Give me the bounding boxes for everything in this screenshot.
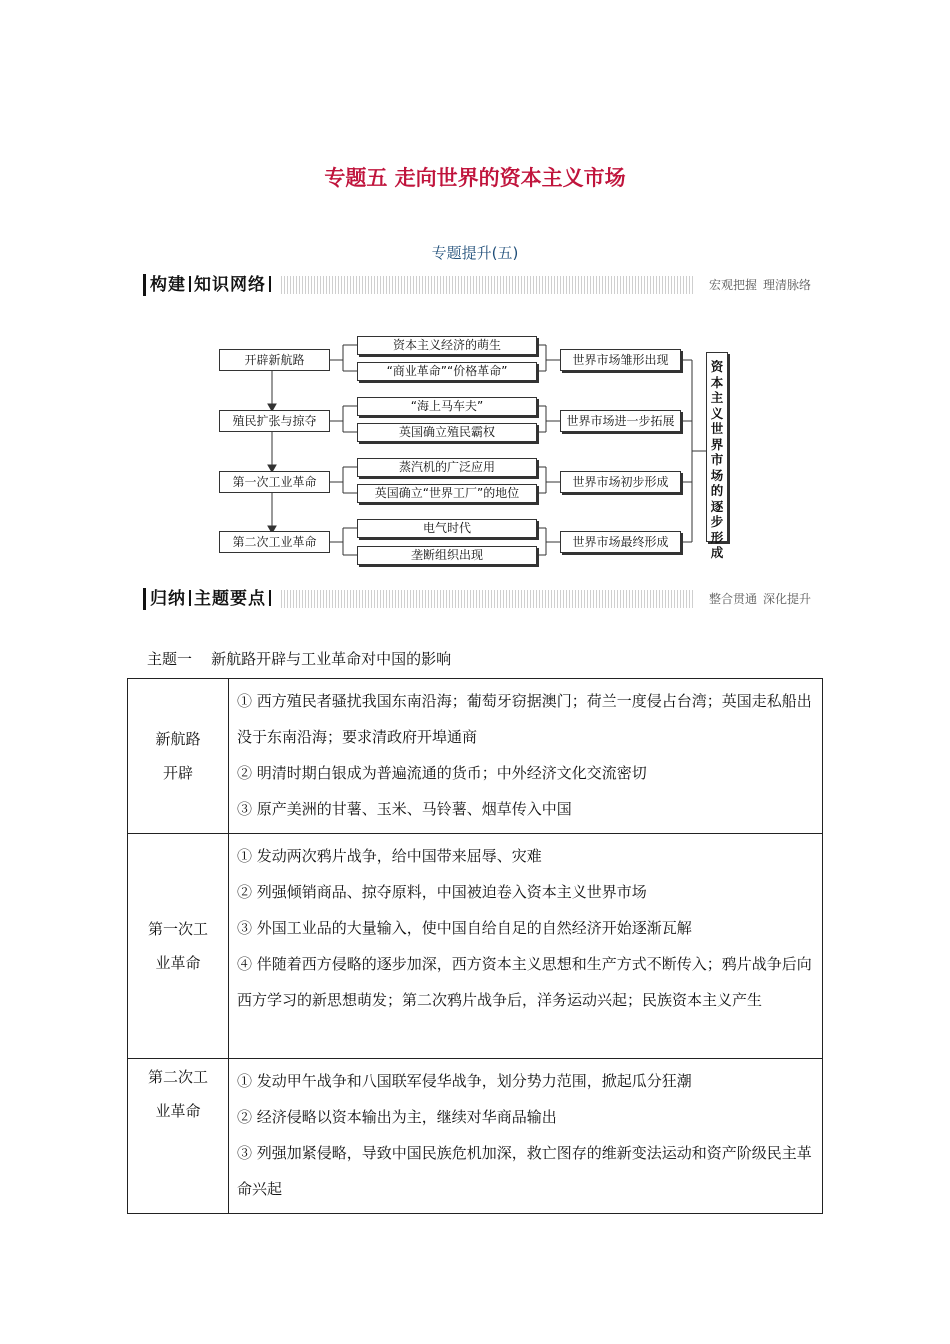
list-item: ② 列强倾销商品、掠夺原料，中国被迫卷入资本主义世界市场 — [237, 883, 647, 901]
detail-box: 蒸汽机的广泛应用 — [357, 458, 537, 477]
list-item: ① 发动两次鸦片战争，给中国带来屈辱、灾难 — [237, 847, 542, 865]
section-label-b: 知识网络 — [194, 275, 266, 295]
list-item: ③ 原产美洲的甘薯、玉米、马铃薯、烟草传入中国 — [237, 800, 572, 818]
detail-box: “商业革命”“价格革命” — [357, 362, 537, 381]
page-subtitle: 专题提升(五) — [431, 244, 519, 262]
table-row — [128, 1059, 823, 1214]
page-title: 专题五 走向世界的资本主义市场 — [324, 166, 626, 190]
section-right-text — [695, 588, 815, 610]
detail-box: 英国确立殖民霸权 — [357, 423, 537, 442]
section-right-b: 理清脉络 — [762, 278, 811, 292]
section-label-a: 归纳 — [150, 589, 186, 609]
detail-box: 电气时代 — [357, 519, 537, 538]
result-box: 世界市场最终形成 — [560, 531, 681, 553]
section-right-b: 深化提升 — [762, 592, 811, 606]
list-item: ③ 列强加紧侵略，导致中国民族危机加深，救亡图存的维新变法运动和资产阶级民主革命兴起 — [237, 1144, 812, 1198]
row-head-line: 业革命 — [155, 1102, 201, 1120]
row-content — [229, 679, 823, 834]
list-item: ① 西方殖民者骚扰我国东南沿海；葡萄牙窃据澳门；荷兰一度侵占台湾；英国走私船出没于东南沿海；要求清政府开埠通商 — [237, 692, 812, 746]
section-right-a: 整合贯通 — [708, 592, 757, 606]
result-box: 世界市场进一步拓展 — [560, 410, 681, 432]
section-label-b: 主题要点 — [194, 589, 266, 609]
row-head-line: 开辟 — [162, 764, 193, 782]
detail-box: 资本主义经济的萌生 — [357, 336, 537, 355]
row-content — [229, 1059, 823, 1214]
row-head — [128, 679, 229, 834]
result-box: 世界市场初步形成 — [560, 471, 681, 493]
detail-box: “海上马车夫” — [357, 397, 537, 416]
row-head-line: 第二次工 — [147, 1068, 208, 1086]
list-item: ④ 伴随着西方侵略的逐步加深，西方资本主义思想和生产方式不断传入；鸦片战争后向西方学习的新思想萌发；第二次鸦片战争后，洋务运动兴起；民族资本主义产生 — [237, 955, 812, 1009]
list-item: ② 明清时期白银成为普遍流通的货币；中外经济文化交流密切 — [237, 764, 647, 782]
row-head — [128, 1059, 229, 1214]
stage-box: 开辟新航路 — [219, 349, 330, 371]
impact-table — [127, 678, 823, 1214]
conclusion-box — [706, 352, 728, 560]
stage-box: 第二次工业革命 — [219, 531, 330, 553]
topic-heading: 主题一 新航路开辟与工业革命对中国的影响 — [147, 650, 452, 668]
table-row — [128, 679, 823, 834]
section-right-a: 宏观把握 — [708, 278, 757, 292]
section-bar-theme-points — [143, 588, 815, 610]
row-content — [229, 834, 823, 1059]
table-row — [128, 834, 823, 1059]
detail-box: 垄断组织出现 — [357, 546, 537, 565]
stage-box: 第一次工业革命 — [219, 471, 330, 493]
row-head — [128, 834, 229, 1059]
section-label — [143, 588, 280, 610]
row-head-line: 新航路 — [155, 730, 201, 748]
result-box: 世界市场雏形出现 — [560, 349, 681, 371]
list-item: ② 经济侵略以资本输出为主，继续对华商品输出 — [237, 1108, 557, 1126]
row-head-line: 业革命 — [155, 954, 201, 972]
stage-box: 殖民扩张与掠夺 — [219, 410, 330, 432]
section-label-a: 构建 — [150, 275, 186, 295]
conclusion-text: 资本主义世界市场的逐步形成 — [710, 359, 724, 560]
list-item: ① 发动甲午战争和八国联军侵华战争，划分势力范围，掀起瓜分狂潮 — [237, 1072, 692, 1090]
list-item: ③ 外国工业品的大量输入，使中国自给自足的自然经济开始逐渐瓦解 — [237, 919, 692, 937]
row-head-line: 第一次工 — [147, 920, 208, 938]
detail-box: 英国确立“世界工厂”的地位 — [357, 484, 537, 503]
